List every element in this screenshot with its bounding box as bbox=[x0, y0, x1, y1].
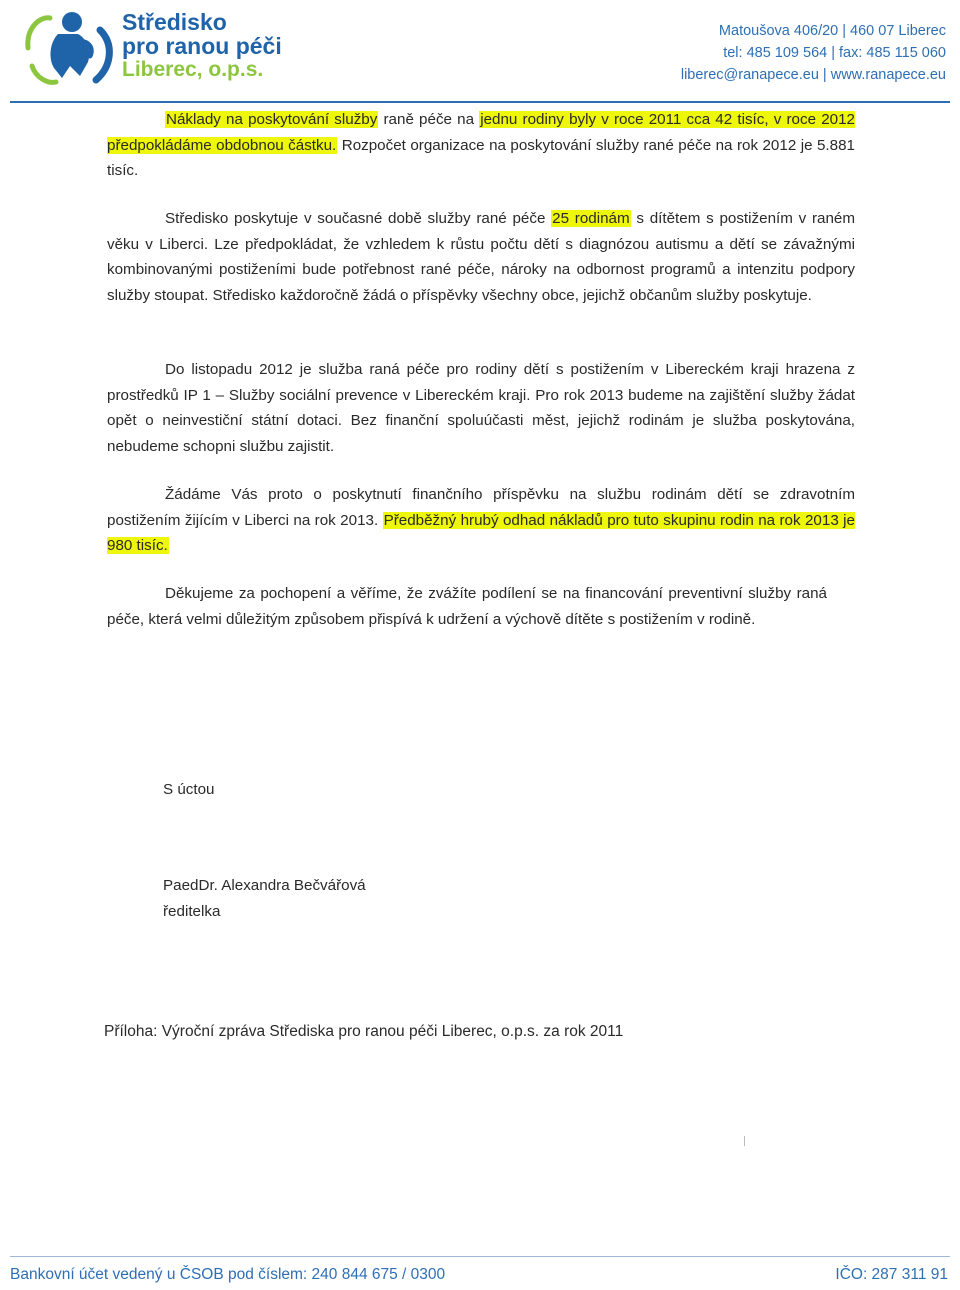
paragraph-funding bbox=[107, 357, 855, 459]
org-name-line2: pro ranou péči bbox=[122, 33, 282, 59]
company-id: IČO: 287 311 91 bbox=[835, 1266, 948, 1283]
paragraph-text bbox=[107, 206, 855, 308]
paragraph-text bbox=[107, 357, 855, 459]
paragraph-costs bbox=[107, 107, 855, 184]
org-name-line3: Liberec, o.p.s. bbox=[122, 58, 264, 81]
paragraph-text bbox=[107, 107, 855, 184]
signatory-name: PaedDr. Alexandra Bečvářová bbox=[163, 877, 366, 894]
text-run: Děkujeme za pochopení a věříme, že zvážíte podílení se na financování preventivní služby raná péče, která velmi důležitým způsobem přispívá k udržení a výchově dítěte s postižením v rodině. bbox=[107, 585, 827, 628]
text-run: Do listopadu 2012 je služba raná péče pro rodiny dětí s postižením v Libereckém kraji hrazena z prostředků IP 1 – Služby sociální prevence v Libereckém kraji. Pro rok 2013 budeme na zajištění služby žádat opět o neinvestiční státní dotaci. Bez finanční spoluúčasti měst, jejichž rodinám je služba poskytována, nebudeme schopni službu zajistit. bbox=[107, 361, 855, 455]
paragraph-families bbox=[107, 206, 855, 308]
header-divider bbox=[10, 101, 950, 103]
text-run: Rozpočet organizace na poskytování služby rané péče na rok 2012 je 5.881 tisíc. bbox=[107, 136, 855, 179]
paragraph-text bbox=[107, 581, 827, 632]
text-run: Středisko poskytuje v současné době služby rané péče bbox=[165, 210, 552, 227]
highlighted-text: 25 rodinám bbox=[552, 210, 630, 227]
contact-block bbox=[681, 20, 946, 86]
signatory-title: ředitelka bbox=[163, 903, 221, 920]
highlighted-text: Náklady na poskytování služby bbox=[166, 111, 378, 128]
paragraph-text bbox=[107, 482, 855, 559]
email-web: liberec@ranapece.eu | www.ranapece.eu bbox=[680, 67, 946, 83]
highlighted-text: jednu rodiny byly v roce 2011 cca 42 tisíc, v roce 2012 předpokládáme obdobnou částku. bbox=[107, 111, 855, 154]
scan-mark bbox=[744, 1136, 745, 1146]
highlighted-text: Předběžný hrubý odhad nákladů pro tuto skupinu rodin na rok 2013 je 980 tisíc. bbox=[107, 511, 855, 554]
address: Matoušova 406/20 | 460 07 Liberec bbox=[718, 23, 946, 39]
organization-name bbox=[122, 10, 282, 82]
attachment-note: Příloha: Výroční zpráva Střediska pro ranou péči Liberec, o.p.s. za rok 2011 bbox=[104, 1023, 624, 1040]
text-run: s dítětem s postižením v raném věku v Liberci. Lze předpokládat, že vzhledem k růstu počtu dětí s diagnózou autismu a dětí se závažnými kombinovanými postiženími bude potřebnost rané péče, nároky na odbornost programů a intenzitu podpory služby stoupat. Středisko každoročně žádá o příspěvky všechny obce, jejichž občanům služby poskytuje. bbox=[107, 210, 855, 304]
phone-fax: tel: 485 109 564 | fax: 485 115 060 bbox=[723, 45, 946, 61]
bank-account: Bankovní účet vedený u ČSOB pod číslem: 240 844 675 / 0300 bbox=[10, 1266, 446, 1283]
organization-logo bbox=[18, 8, 118, 88]
paragraph-thanks bbox=[107, 581, 827, 632]
paragraph-request bbox=[107, 482, 855, 559]
closing-greeting: S úctou bbox=[163, 781, 215, 798]
text-run: raně péče na bbox=[378, 111, 480, 128]
text-run: Žádáme Vás proto o poskytnutí finančního příspěvku na službu rodinám dětí se zdravotním postižením žijícím v Liberci na rok 2013. bbox=[107, 486, 855, 529]
footer-divider bbox=[10, 1256, 950, 1257]
org-name-line1: Středisko bbox=[122, 9, 227, 35]
